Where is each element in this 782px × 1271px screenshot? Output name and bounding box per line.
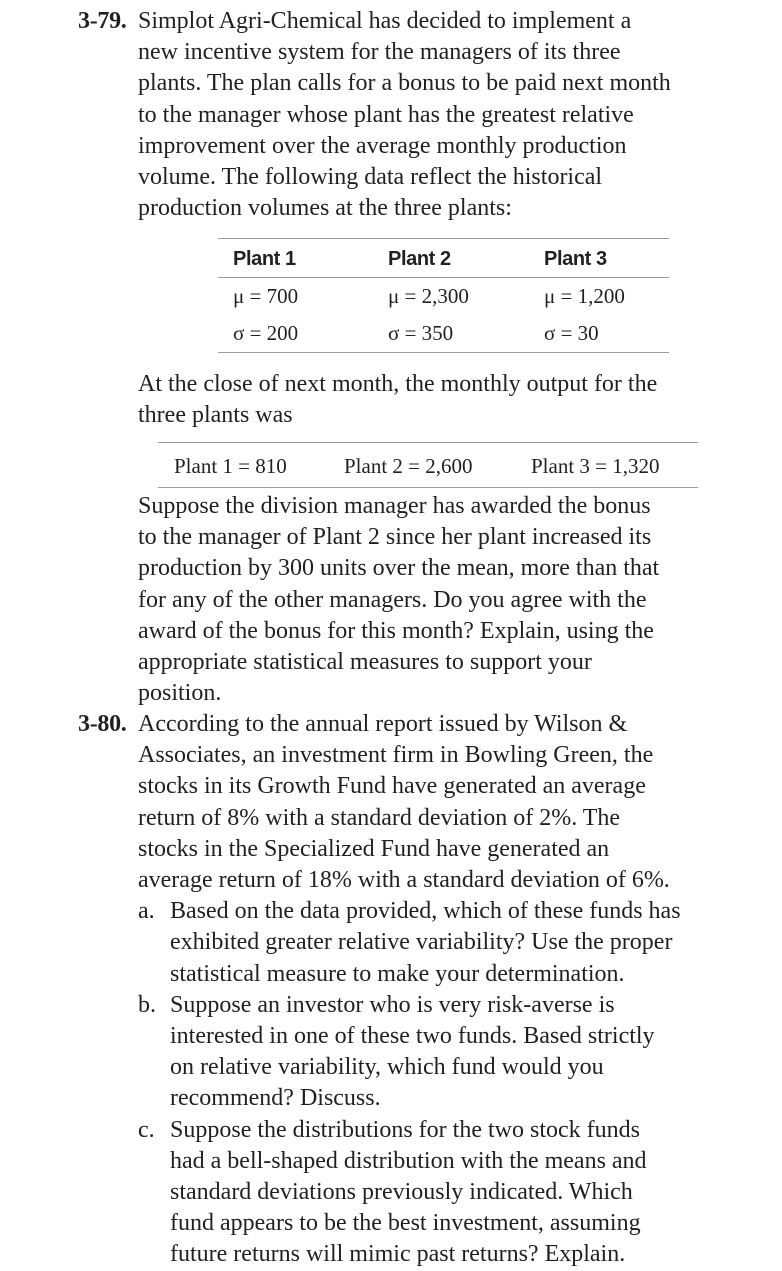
part-text	[170, 896, 720, 990]
text-line: interested in one of these two funds. Based strictly	[170, 1023, 655, 1050]
text-line: stocks in its Growth Fund have generated an average	[138, 773, 646, 800]
text-line: According to the annual report issued by Wilson &	[138, 711, 628, 737]
text-line: had a bell-shaped distribution with the means and	[170, 1147, 647, 1174]
text-line: production volumes at the three plants:	[138, 195, 512, 222]
text-line: on relative variability, which fund would you	[170, 1054, 604, 1081]
text-line: position.	[138, 680, 222, 707]
part-letter: a.	[138, 898, 155, 925]
problem-number: 3-80.	[78, 711, 127, 737]
text-line: Simplot Agri-Chemical has decided to implement a	[138, 8, 632, 34]
table-rule-bottom	[218, 352, 669, 353]
text-line: appropriate statistical measures to support your	[138, 649, 592, 676]
problem-3-80	[0, 709, 782, 1271]
text-line: Suppose the division manager has awarded the bonus	[138, 493, 651, 519]
text-line: At the close of next month, the monthly output for the	[138, 371, 658, 397]
mean-plant-1: μ = 700	[233, 284, 299, 308]
text-line: stocks in the Specialized Fund have generated an	[138, 835, 610, 862]
mean-plant-2: μ = 2,300	[388, 284, 469, 308]
monthly-output-table	[158, 442, 698, 488]
mean-plant-3: μ = 1,200	[544, 284, 625, 308]
table-row-output	[158, 443, 698, 487]
text-line: award of the bonus for this month? Explain, using the	[138, 617, 654, 644]
text-line: three plants was	[138, 402, 293, 429]
text-line: return of 8% with a standard deviation of 2%. The	[138, 804, 621, 831]
problem-text	[138, 709, 720, 1271]
problem-text	[138, 491, 720, 709]
part-text	[170, 1115, 720, 1271]
text-line: fund appears to be the best investment, assuming	[170, 1210, 641, 1237]
text-line: production by 300 units over the mean, more than that	[138, 555, 660, 582]
text-line: to the manager of Plant 2 since her plant increased its	[138, 524, 652, 551]
header-plant-1: Plant 1	[233, 248, 296, 270]
historical-volume-table	[218, 238, 669, 353]
problem-number: 3-79.	[78, 8, 127, 34]
text-line: recommend? Discuss.	[170, 1085, 381, 1112]
part-text	[170, 990, 720, 1115]
table-header-row	[218, 239, 669, 277]
table-rule-bottom	[158, 487, 698, 488]
part-letter: b.	[138, 991, 156, 1018]
text-line: Associates, an investment firm in Bowling Green, the	[138, 742, 654, 769]
part-a	[138, 896, 720, 990]
stddev-plant-2: σ = 350	[388, 321, 454, 345]
header-plant-3: Plant 3	[544, 248, 607, 270]
problem-3-79	[0, 6, 782, 224]
problem-3-79-middle	[0, 369, 782, 431]
table-row-mean	[218, 278, 669, 315]
part-c	[138, 1115, 720, 1271]
text-line: improvement over the average monthly production	[138, 132, 627, 159]
part-b	[138, 990, 720, 1115]
stddev-plant-1: σ = 200	[233, 321, 299, 345]
problem-text	[138, 369, 720, 431]
text-line: plants. The plan calls for a bonus to be paid next month	[138, 70, 671, 97]
output-plant-2: Plant 2 = 2,600	[344, 454, 473, 478]
part-letter: c.	[138, 1116, 155, 1143]
output-plant-1: Plant 1 = 810	[174, 454, 287, 478]
problem-3-79-closing	[0, 491, 782, 709]
text-line: volume. The following data reflect the historical	[138, 164, 603, 191]
text-line: Based on the data provided, which of these funds has	[170, 898, 681, 925]
text-line: for any of the other managers. Do you agree with the	[138, 586, 647, 613]
text-line: average return of 18% with a standard deviation of 6%.	[138, 867, 670, 894]
header-plant-2: Plant 2	[388, 248, 451, 270]
text-line: to the manager whose plant has the greatest relative	[138, 101, 634, 128]
text-line: new incentive system for the managers of its three	[138, 39, 621, 66]
text-line: standard deviations previously indicated. Which	[170, 1179, 633, 1206]
table-row-stddev	[218, 315, 669, 352]
output-plant-3: Plant 3 = 1,320	[531, 454, 660, 478]
text-line: Suppose the distributions for the two stock funds	[170, 1116, 640, 1143]
text-line: exhibited greater relative variability? Use the proper	[170, 929, 673, 956]
problem-text	[138, 6, 720, 224]
text-line: Suppose an investor who is very risk-averse is	[170, 991, 615, 1018]
text-line: statistical measure to make your determination.	[170, 960, 625, 987]
text-line: future returns will mimic past returns? Explain.	[170, 1241, 626, 1268]
stddev-plant-3: σ = 30	[544, 321, 599, 345]
